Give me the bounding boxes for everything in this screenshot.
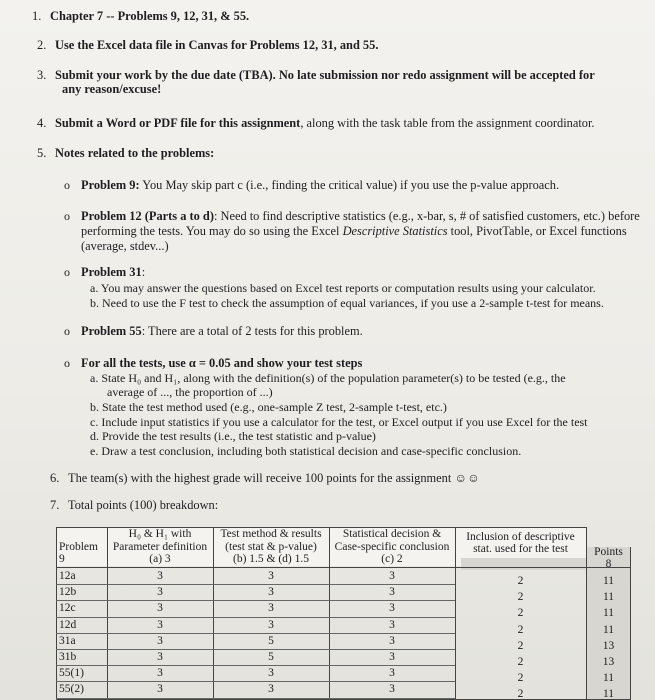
cell-points: 11 [602, 607, 615, 620]
cell-i: 2 [517, 607, 524, 620]
cell-t: 5 [268, 651, 274, 663]
cell-problem: 31a [59, 634, 76, 647]
item-3-text-line2: any reason/excuse! [62, 82, 162, 96]
row-rule [56, 665, 455, 666]
inclusion-scale-shade [461, 558, 586, 570]
header-h-line2: Parameter definition [112, 541, 208, 553]
header-test-line2: (test stat & p-value) [225, 541, 317, 553]
bullet-p31: o [64, 265, 70, 279]
note-p55-text: : There are a total of 2 tests for this problem. [141, 324, 363, 338]
item-7-text: Total points (100) breakdown: [68, 498, 219, 512]
item-4-number: 4. [37, 116, 47, 130]
cell-points: 11 [602, 672, 615, 685]
note-p9-label: Problem 9: [81, 178, 140, 192]
header-h-line1: H₀ & H₁ with [128, 528, 192, 540]
item-7-number: 7. [50, 498, 60, 512]
header-problem: Problem [59, 541, 98, 553]
note-p12-label: Problem 12 (Parts a to d) [81, 209, 214, 223]
note-problem-12 [81, 209, 641, 254]
header-stat-line1: Statistical decision & [342, 528, 442, 540]
cell-t: 5 [268, 634, 274, 647]
row-rule [56, 681, 455, 682]
cell-h: 3 [157, 602, 163, 615]
scale-points: 8 [605, 558, 612, 570]
cell-s: 3 [389, 586, 395, 599]
note-problem-9 [81, 178, 559, 193]
cell-problem: 31b [59, 651, 77, 663]
note-p12-text2: tool, PivotTable, or Excel functions (average, stdev...) [81, 224, 627, 253]
cell-t: 3 [268, 683, 274, 696]
item-7 [50, 498, 218, 513]
bullet-all-tests: o [64, 356, 70, 370]
row-rule [56, 584, 455, 585]
cell-points: 11 [602, 688, 615, 700]
note-problem-31 [81, 265, 145, 280]
cell-i: 2 [517, 688, 524, 700]
note-p31-label: Problem 31 [81, 265, 142, 279]
cell-s: 3 [389, 683, 395, 696]
note-all-a2: average of ..., the proportion of ...) [107, 385, 273, 399]
cell-h: 3 [157, 634, 163, 647]
item-5 [37, 146, 214, 161]
item-2 [37, 38, 378, 53]
cell-problem: 12d [59, 618, 77, 631]
bullet-p9: o [64, 178, 70, 192]
cell-s: 3 [389, 570, 395, 582]
cell-t: 3 [268, 586, 274, 599]
item-3 [37, 68, 595, 83]
row-rule [56, 600, 455, 601]
cell-t: 3 [268, 618, 274, 631]
cell-s: 3 [389, 651, 395, 663]
cell-problem: 12a [59, 570, 76, 582]
item-6-text: The team(s) with the highest grade will receive 100 points for the assignment ☺☺ [68, 471, 480, 485]
cell-points: 13 [602, 639, 615, 652]
header-stat-line2: Case-specific conclusion [334, 541, 450, 553]
cell-i: 2 [517, 591, 524, 604]
item-1-text: Chapter 7 -- Problems 9, 12, 31, & 55. [50, 9, 250, 23]
item-1-number: 1. [32, 9, 42, 23]
cell-t: 3 [268, 602, 274, 615]
cell-h: 3 [157, 618, 163, 631]
item-4-text-rest: , along with the task table from the assignment coordinator. [300, 116, 595, 130]
note-p12-text: : Need to find descriptive statistics (e.g., x-bar, s, # of satisfied customers, etc.) before performing the tests. You may do so using the Excel [81, 209, 640, 238]
rule-h1 [56, 567, 631, 568]
cell-problem: 55(2) [59, 683, 84, 696]
note-p55-label: Problem 55 [81, 324, 142, 338]
note-all-tests-label: For all the tests, use α = 0.05 and show your test steps [81, 356, 363, 370]
item-2-number: 2. [37, 38, 47, 52]
item-5-number: 5. [37, 146, 47, 160]
cell-i: 2 [517, 656, 524, 668]
bullet-p12: o [64, 209, 70, 223]
cell-s: 3 [389, 634, 395, 647]
item-4-text-bold: Submit a Word or PDF file for this assignment [55, 116, 301, 130]
cell-h: 3 [157, 586, 163, 599]
points-breakdown-table [56, 527, 631, 700]
scale-s: (c) 2 [381, 553, 403, 565]
cell-points: 11 [602, 623, 615, 636]
cell-problem: 12c [59, 602, 76, 615]
cell-t: 3 [268, 667, 274, 680]
item-1 [32, 9, 249, 24]
cell-t: 3 [268, 570, 274, 582]
cell-h: 3 [157, 651, 163, 663]
item-2-text: Use the Excel data file in Canvas for Problems 12, 31, and 55. [55, 38, 379, 52]
cell-points: 11 [602, 575, 615, 587]
header-incl-line2: stat. used for the test [473, 543, 568, 555]
note-p31-a: a. You may answer the questions based on Excel test reports or computation results using your calculator. [90, 281, 596, 295]
bullet-p55: o [64, 324, 70, 338]
header-test-line1: Test method & results [220, 528, 322, 540]
rule-v0 [56, 527, 57, 700]
cell-h: 3 [157, 570, 163, 582]
note-p12-italic: Descriptive Statistics [342, 224, 448, 238]
scale-t: (b) 1.5 & (d) 1.5 [232, 553, 309, 565]
cell-points: 13 [602, 656, 615, 668]
cell-problem: 55(1) [59, 667, 84, 680]
cell-s: 3 [389, 618, 395, 631]
cell-i: 2 [517, 639, 524, 652]
cell-s: 3 [389, 602, 395, 615]
row-rule [56, 698, 455, 699]
note-all-a1: a. State H₀ and H₁, along with the definition(s) of the population parameter(s) to be tested (e.g., the [90, 371, 566, 385]
cell-s: 3 [389, 667, 395, 680]
item-3-text-line1: Submit your work by the due date (TBA). No late submission nor redo assignment will be accepted for [55, 68, 595, 82]
note-all-d: d. Provide the test results (i.e., the test statistic and p-value) [90, 429, 376, 443]
note-p31-colon: : [141, 265, 146, 279]
cell-i: 2 [517, 623, 524, 636]
row-rule [56, 617, 455, 618]
note-p9-text: You May skip part c (i.e., finding the critical value) if you use the p-value approach. [139, 178, 560, 192]
row-rule [56, 649, 455, 650]
cell-problem: 12b [59, 586, 77, 599]
header-points: Points [594, 546, 623, 558]
note-problem-55 [81, 324, 363, 339]
note-all-b: b. State the test method used (e.g., one-sample Z test, 2-sample t-test, etc.) [90, 400, 447, 414]
note-all-c: c. Include input statistics if you use a calculator for the test, or Excel output if you use Excel for the test [90, 415, 588, 429]
cell-i: 2 [517, 575, 524, 587]
cell-h: 3 [157, 683, 163, 696]
item-3-number: 3. [37, 68, 47, 82]
cell-points: 11 [602, 591, 615, 604]
cell-h: 3 [157, 667, 163, 680]
header-incl-line1: Inclusion of descriptive [466, 531, 575, 543]
cell-i: 2 [517, 672, 524, 685]
note-all-e: e. Draw a test conclusion, including both statistical decision and case-specific conclusion. [90, 444, 522, 458]
scale-problem: 9 [59, 553, 65, 565]
row-rule [56, 633, 455, 634]
item-6 [50, 471, 480, 486]
scale-h: (a) 3 [149, 553, 171, 565]
note-p31-b: b. Need to use the F test to check the assumption of equal variances, if you use a 2-sample t-test for means. [90, 296, 604, 310]
item-6-number: 6. [50, 471, 60, 485]
item-5-text: Notes related to the problems: [55, 146, 215, 160]
item-4 [37, 116, 595, 131]
